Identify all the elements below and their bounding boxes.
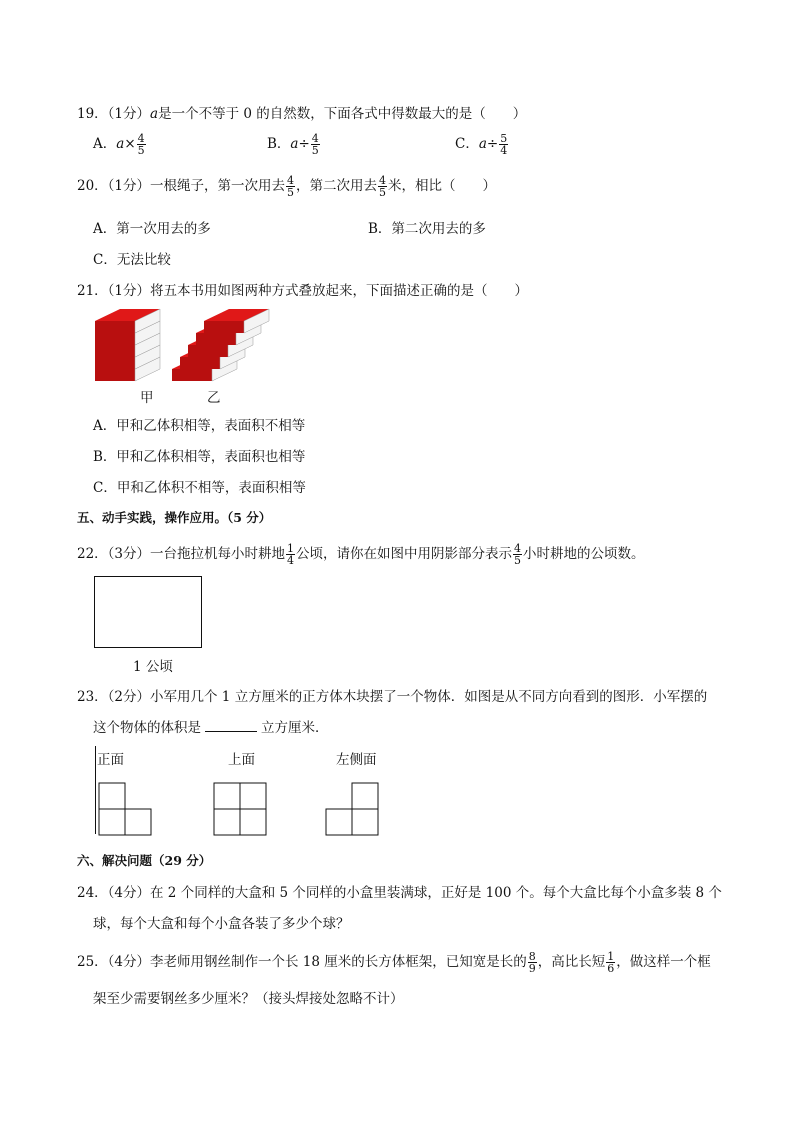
question-20: 20．（1分）一根绳子，第一次用去 $\frac{4}{5}$ ，第二次用去 $\frac{4}{5}$ 米，相比（ ） [77,174,497,199]
answer-blank[interactable] [205,719,257,732]
question-21: 21．（1分）将五本书用如图两种方式叠放起来，下面描述正确的是（ ） [77,283,529,299]
hectare-box[interactable] [94,576,202,648]
left-view-shape [326,783,378,835]
top-view-shape [214,783,266,835]
q21-option-c[interactable]: C．甲和乙体积不相等，表面积相等 [93,480,306,496]
hectare-label: 1 公顷 [133,659,173,675]
view-front-label: 正面 [97,752,124,768]
view-top-label: 上面 [228,752,255,768]
q20-option-c[interactable]: C．无法比较 [93,252,171,268]
books-illustration [90,305,290,405]
fraction: $\frac{4}{5}$ [311,132,319,157]
fraction: $\frac{1}{6}$ [607,950,615,975]
question-22: 22．（3分）一台拖拉机每小时耕地 $\frac{1}{4}$ 公顷，请你在如图中用阴影部分表示 $\frac{4}{5}$ 小时耕地的公顷数。 [77,542,645,567]
fraction: $\frac{4}{5}$ [287,174,295,199]
q19-option-a[interactable]: A．a× $\frac{4}{5}$ [93,132,145,157]
q20-option-b[interactable]: B．第二次用去的多 [368,221,486,237]
question-25: 25．（4分）李老师用钢丝制作一个长 18 厘米的长方体框架，已知宽是长的 $\frac{8}{9}$ ，高比长短 $\frac{1}{6}$ ，做这样一个框 [77,950,711,975]
label-jia: 甲 [140,390,154,406]
question-23-line2: 这个物体的体积是 立方厘米． [93,720,329,736]
label-yi: 乙 [207,390,221,406]
question-24: 24．（4分）在 2 个同样的大盒和 5 个同样的小盒里装满球，正好是 100 个。每个大盒比每个小盒多装 8 个 [77,885,722,901]
book-stack-jia [95,309,160,381]
fraction: $\frac{5}{4}$ [500,132,508,157]
q20-option-a[interactable]: A．第一次用去的多 [93,221,211,237]
fraction: $\frac{8}{9}$ [528,950,536,975]
q21-option-b[interactable]: B．甲和乙体积相等，表面积也相等 [93,449,306,465]
q19-option-c[interactable]: C．a÷ $\frac{5}{4}$ [455,132,508,157]
question-23: 23．（2分）小军用几个 1 立方厘米的正方体木块摆了一个物体．如图是从不同方向看到的图形．小军摆的 [77,689,708,705]
three-views-figure [95,780,395,838]
fraction: $\frac{4}{5}$ [379,174,387,199]
section-5-heading: 五、动手实践，操作应用。（5 分） [77,510,272,525]
fraction: $\frac{4}{5}$ [137,132,145,157]
section-6-heading: 六、解决问题（29 分） [77,853,212,868]
front-view-shape [99,783,151,835]
q21-option-a[interactable]: A．甲和乙体积相等，表面积不相等 [93,418,306,434]
question-19: 19．（1分）a是一个不等于 0 的自然数，下面各式中得数最大的是（ ） [77,106,527,122]
fraction: $\frac{4}{5}$ [514,542,522,567]
question-24-line2: 球，每个大盒和每个小盒各装了多少个球？ [93,916,350,932]
q19-option-b[interactable]: B．a÷ $\frac{4}{5}$ [267,132,319,157]
book-stack-yi [172,309,269,381]
view-left-label: 左侧面 [336,752,377,768]
fraction: $\frac{1}{4}$ [287,542,295,567]
question-25-line2: 架至少需要钢丝多少厘米？（接头焊接处忽略不计） [93,991,404,1007]
